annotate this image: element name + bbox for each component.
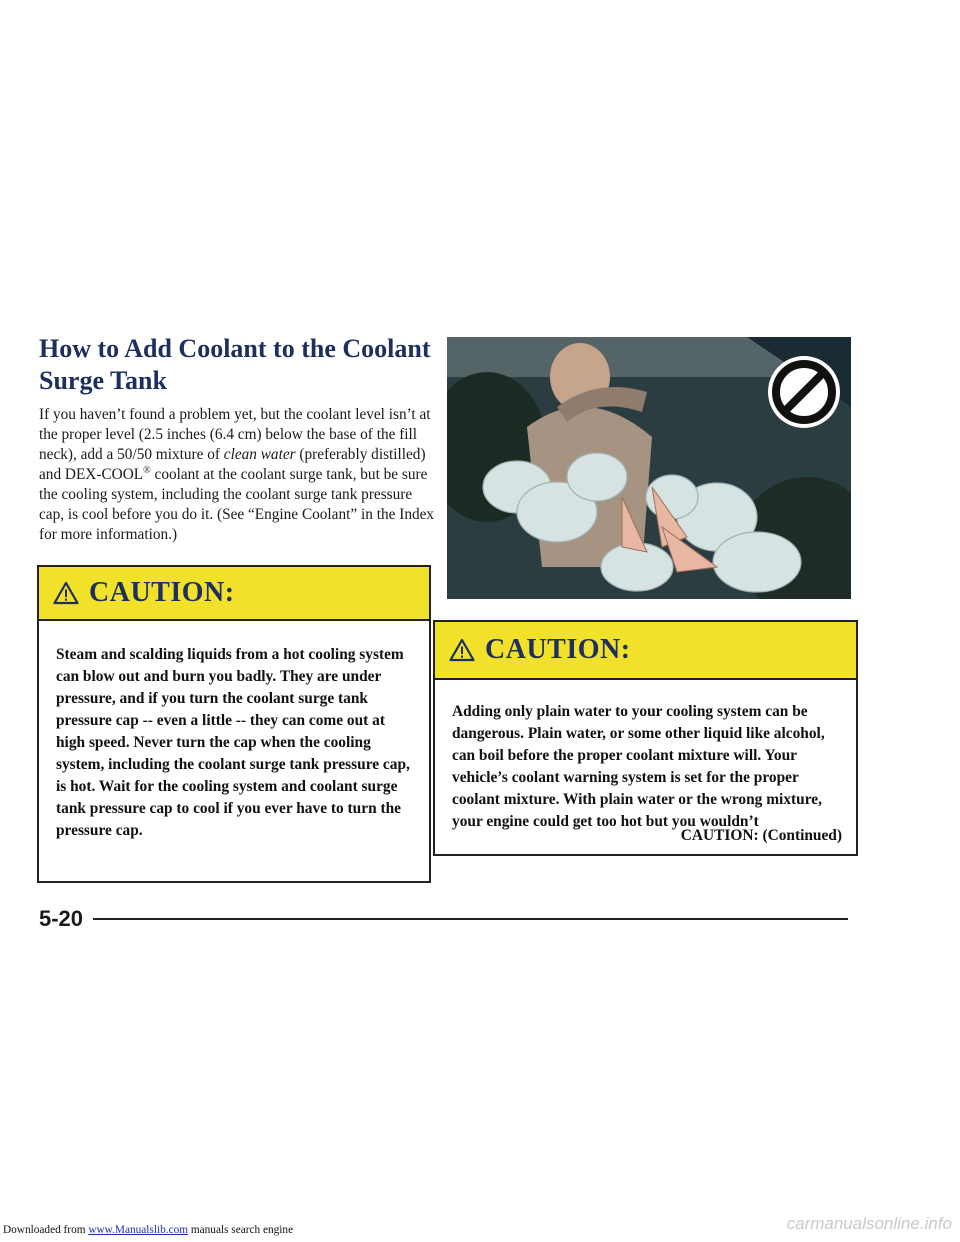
caution-text-left: Steam and scalding liquids from a hot cooling system can blow out and burn you badly. They are under pressure, and if you turn the coolant surge tank pressure cap -- even a little -- they can come out at high speed. Never turn the cap when the cooling system, including the coolant surge tank pressure cap, is hot. Wait for the cooling system and coolant surge tank pressure cap to cool if you ever have to turn the pressure cap. bbox=[56, 646, 410, 839]
caution-box-right bbox=[433, 620, 858, 856]
page-number: 5-20 bbox=[39, 906, 84, 931]
intro-text-3: coolant at the coolant surge tank, but be sure the cooling system, including the coolant surge tank pressure cap, is cool before you do it. (See “Engine Coolant” in the Index for more information.) bbox=[39, 466, 435, 543]
intro-paragraph bbox=[39, 405, 439, 545]
heading-line-1: How to Add Coolant to the Coolant bbox=[39, 334, 431, 363]
caution-continued: CAUTION: (Continued) bbox=[680, 827, 842, 844]
caution-header-right bbox=[435, 622, 856, 680]
heading-line-2: Surge Tank bbox=[39, 366, 167, 395]
footer-prefix: Downloaded from bbox=[3, 1224, 89, 1236]
steam-warning-illustration bbox=[447, 337, 851, 599]
caution-title-right: CAUTION: bbox=[485, 634, 631, 665]
footer-suffix: manuals search engine bbox=[188, 1224, 294, 1236]
warning-triangle-icon bbox=[53, 581, 79, 605]
caution-title-left: CAUTION: bbox=[89, 577, 235, 608]
section-heading bbox=[39, 333, 439, 397]
warning-triangle-icon bbox=[449, 638, 475, 662]
registered-mark: ® bbox=[143, 464, 151, 476]
intro-text-1: If you haven’t found a problem yet, but the coolant level isn’t at the proper level (2.5 inches (6.4 cm) below the base of the fill neck), add a 50/50 mixture of bbox=[39, 406, 431, 463]
caution-box-left bbox=[37, 565, 431, 883]
download-footer bbox=[3, 1224, 293, 1236]
caution-text-right: Adding only plain water to your cooling system can be dangerous. Plain water, or some other liquid like alcohol, can boil before the proper coolant mixture will. Your vehicle’s coolant warning system is set for the proper coolant mixture. With plain water or the wrong mixture, your engine could get too hot but you wouldn’t bbox=[452, 703, 825, 830]
caution-header-left bbox=[39, 567, 429, 621]
intro-text-2: (preferably distilled) and DEX-COOL bbox=[39, 446, 426, 483]
intro-text-italic: clean water bbox=[223, 446, 296, 463]
page-rule-divider bbox=[93, 918, 848, 920]
footer-link[interactable]: www.Manualslib.com bbox=[88, 1224, 189, 1236]
site-watermark: carmanualsonline.info bbox=[786, 1214, 952, 1233]
